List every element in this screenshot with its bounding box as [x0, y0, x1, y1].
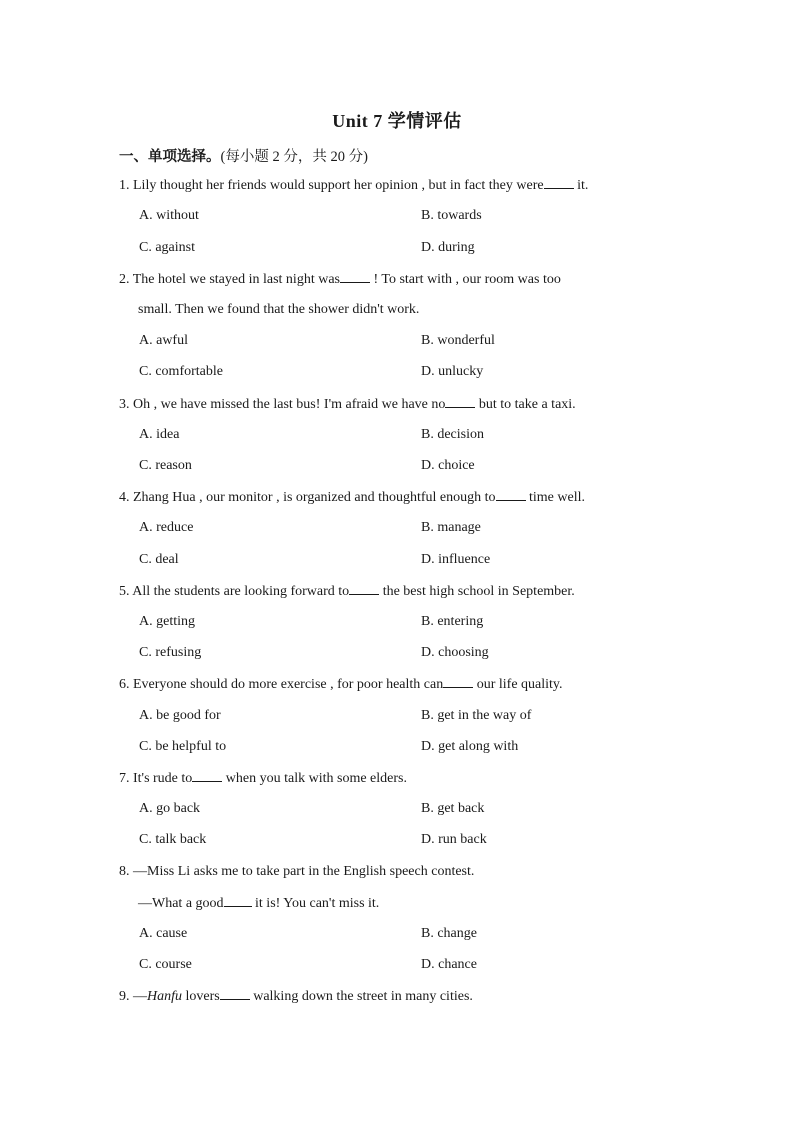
- option-d: D. chance: [421, 957, 477, 972]
- option-b: B. get back: [421, 801, 485, 816]
- option-a: A. awful: [139, 333, 188, 348]
- option-c: C. talk back: [139, 832, 207, 847]
- option-a: A. reduce: [139, 520, 194, 535]
- question-text: it.: [573, 178, 589, 193]
- option-d: D. get along with: [421, 739, 519, 754]
- question-text: ! To start with , our room was too: [369, 272, 561, 287]
- option-d: D. run back: [421, 832, 487, 847]
- question-italic-term: Hanfu: [147, 989, 182, 1004]
- option-d: D. choosing: [421, 645, 489, 660]
- answer-blank: [496, 488, 526, 501]
- answer-blank: [443, 675, 473, 688]
- question-text: our life quality.: [473, 677, 563, 692]
- question-4-stem: [119, 488, 585, 507]
- question-7-stem: [119, 769, 407, 788]
- question-text: 7. It's rude to: [119, 771, 193, 786]
- option-b: B. manage: [421, 520, 481, 535]
- question-9-stem: [119, 987, 473, 1006]
- question-text: walking down the street in many cities.: [249, 989, 473, 1004]
- question-text: 2. The hotel we stayed in last night was: [119, 272, 340, 287]
- question-1-stem: [119, 176, 588, 195]
- answer-blank: [445, 395, 475, 408]
- option-a: A. go back: [139, 801, 201, 816]
- option-d: D. choice: [421, 458, 475, 473]
- question-text: time well.: [525, 490, 586, 505]
- option-b: B. wonderful: [421, 333, 495, 348]
- question-6-stem: [119, 675, 563, 694]
- question-text: 6. Everyone should do more exercise , for poor health can: [119, 677, 444, 692]
- answer-blank: [220, 987, 250, 1000]
- option-c: C. course: [139, 957, 192, 972]
- question-text: 3. Oh , we have missed the last bus! I'm afraid we have no: [119, 397, 446, 412]
- question-text: 4. Zhang Hua , our monitor , is organized and thoughtful enough to: [119, 490, 496, 505]
- option-a: A. idea: [139, 427, 180, 442]
- option-c: C. comfortable: [139, 364, 223, 379]
- option-a: A. getting: [139, 614, 195, 629]
- question-text: 5. All the students are looking forward to: [119, 584, 350, 599]
- option-c: C. against: [139, 240, 195, 255]
- question-8-stem: 8. —Miss Li asks me to take part in the English speech contest.: [119, 864, 475, 879]
- option-c: C. reason: [139, 458, 192, 473]
- question-text: but to take a taxi.: [475, 397, 576, 412]
- question-3-stem: [119, 395, 576, 414]
- option-a: A. cause: [139, 926, 188, 941]
- question-8-stem-continued: [138, 894, 379, 913]
- question-2-stem: [119, 270, 561, 289]
- option-b: B. towards: [421, 208, 482, 223]
- option-c: C. refusing: [139, 645, 202, 660]
- option-b: B. entering: [421, 614, 484, 629]
- section-score-note: (每小题 2 分，共 20 分): [220, 149, 368, 165]
- option-c: C. be helpful to: [139, 739, 227, 754]
- page-title: Unit 7 学情评估: [332, 111, 462, 131]
- option-b: B. get in the way of: [421, 708, 532, 723]
- section-heading: [119, 145, 368, 166]
- question-text: lovers: [182, 989, 220, 1004]
- question-5-stem: [119, 582, 575, 601]
- answer-blank: [224, 894, 252, 907]
- option-d: D. unlucky: [421, 364, 484, 379]
- question-text: the best high school in September.: [379, 584, 575, 599]
- section-heading-text: 一、单项选择。: [119, 149, 221, 165]
- option-a: A. be good for: [139, 708, 221, 723]
- answer-blank: [349, 582, 379, 595]
- answer-blank: [192, 769, 222, 782]
- question-2-stem-continued: small. Then we found that the shower didn't work.: [138, 302, 420, 317]
- question-text: 1. Lily thought her friends would support her opinion , but in fact they were: [119, 178, 544, 193]
- question-text: 9. —: [119, 989, 147, 1004]
- answer-blank: [544, 176, 574, 189]
- option-c: C. deal: [139, 552, 179, 567]
- option-d: D. influence: [421, 552, 491, 567]
- answer-blank: [340, 270, 370, 283]
- question-text: when you talk with some elders.: [222, 771, 407, 786]
- option-a: A. without: [139, 208, 199, 223]
- question-text: —What a good: [138, 896, 224, 911]
- option-b: B. change: [421, 926, 477, 941]
- question-text: it is! You can't miss it.: [251, 896, 380, 911]
- option-d: D. during: [421, 240, 475, 255]
- option-b: B. decision: [421, 427, 484, 442]
